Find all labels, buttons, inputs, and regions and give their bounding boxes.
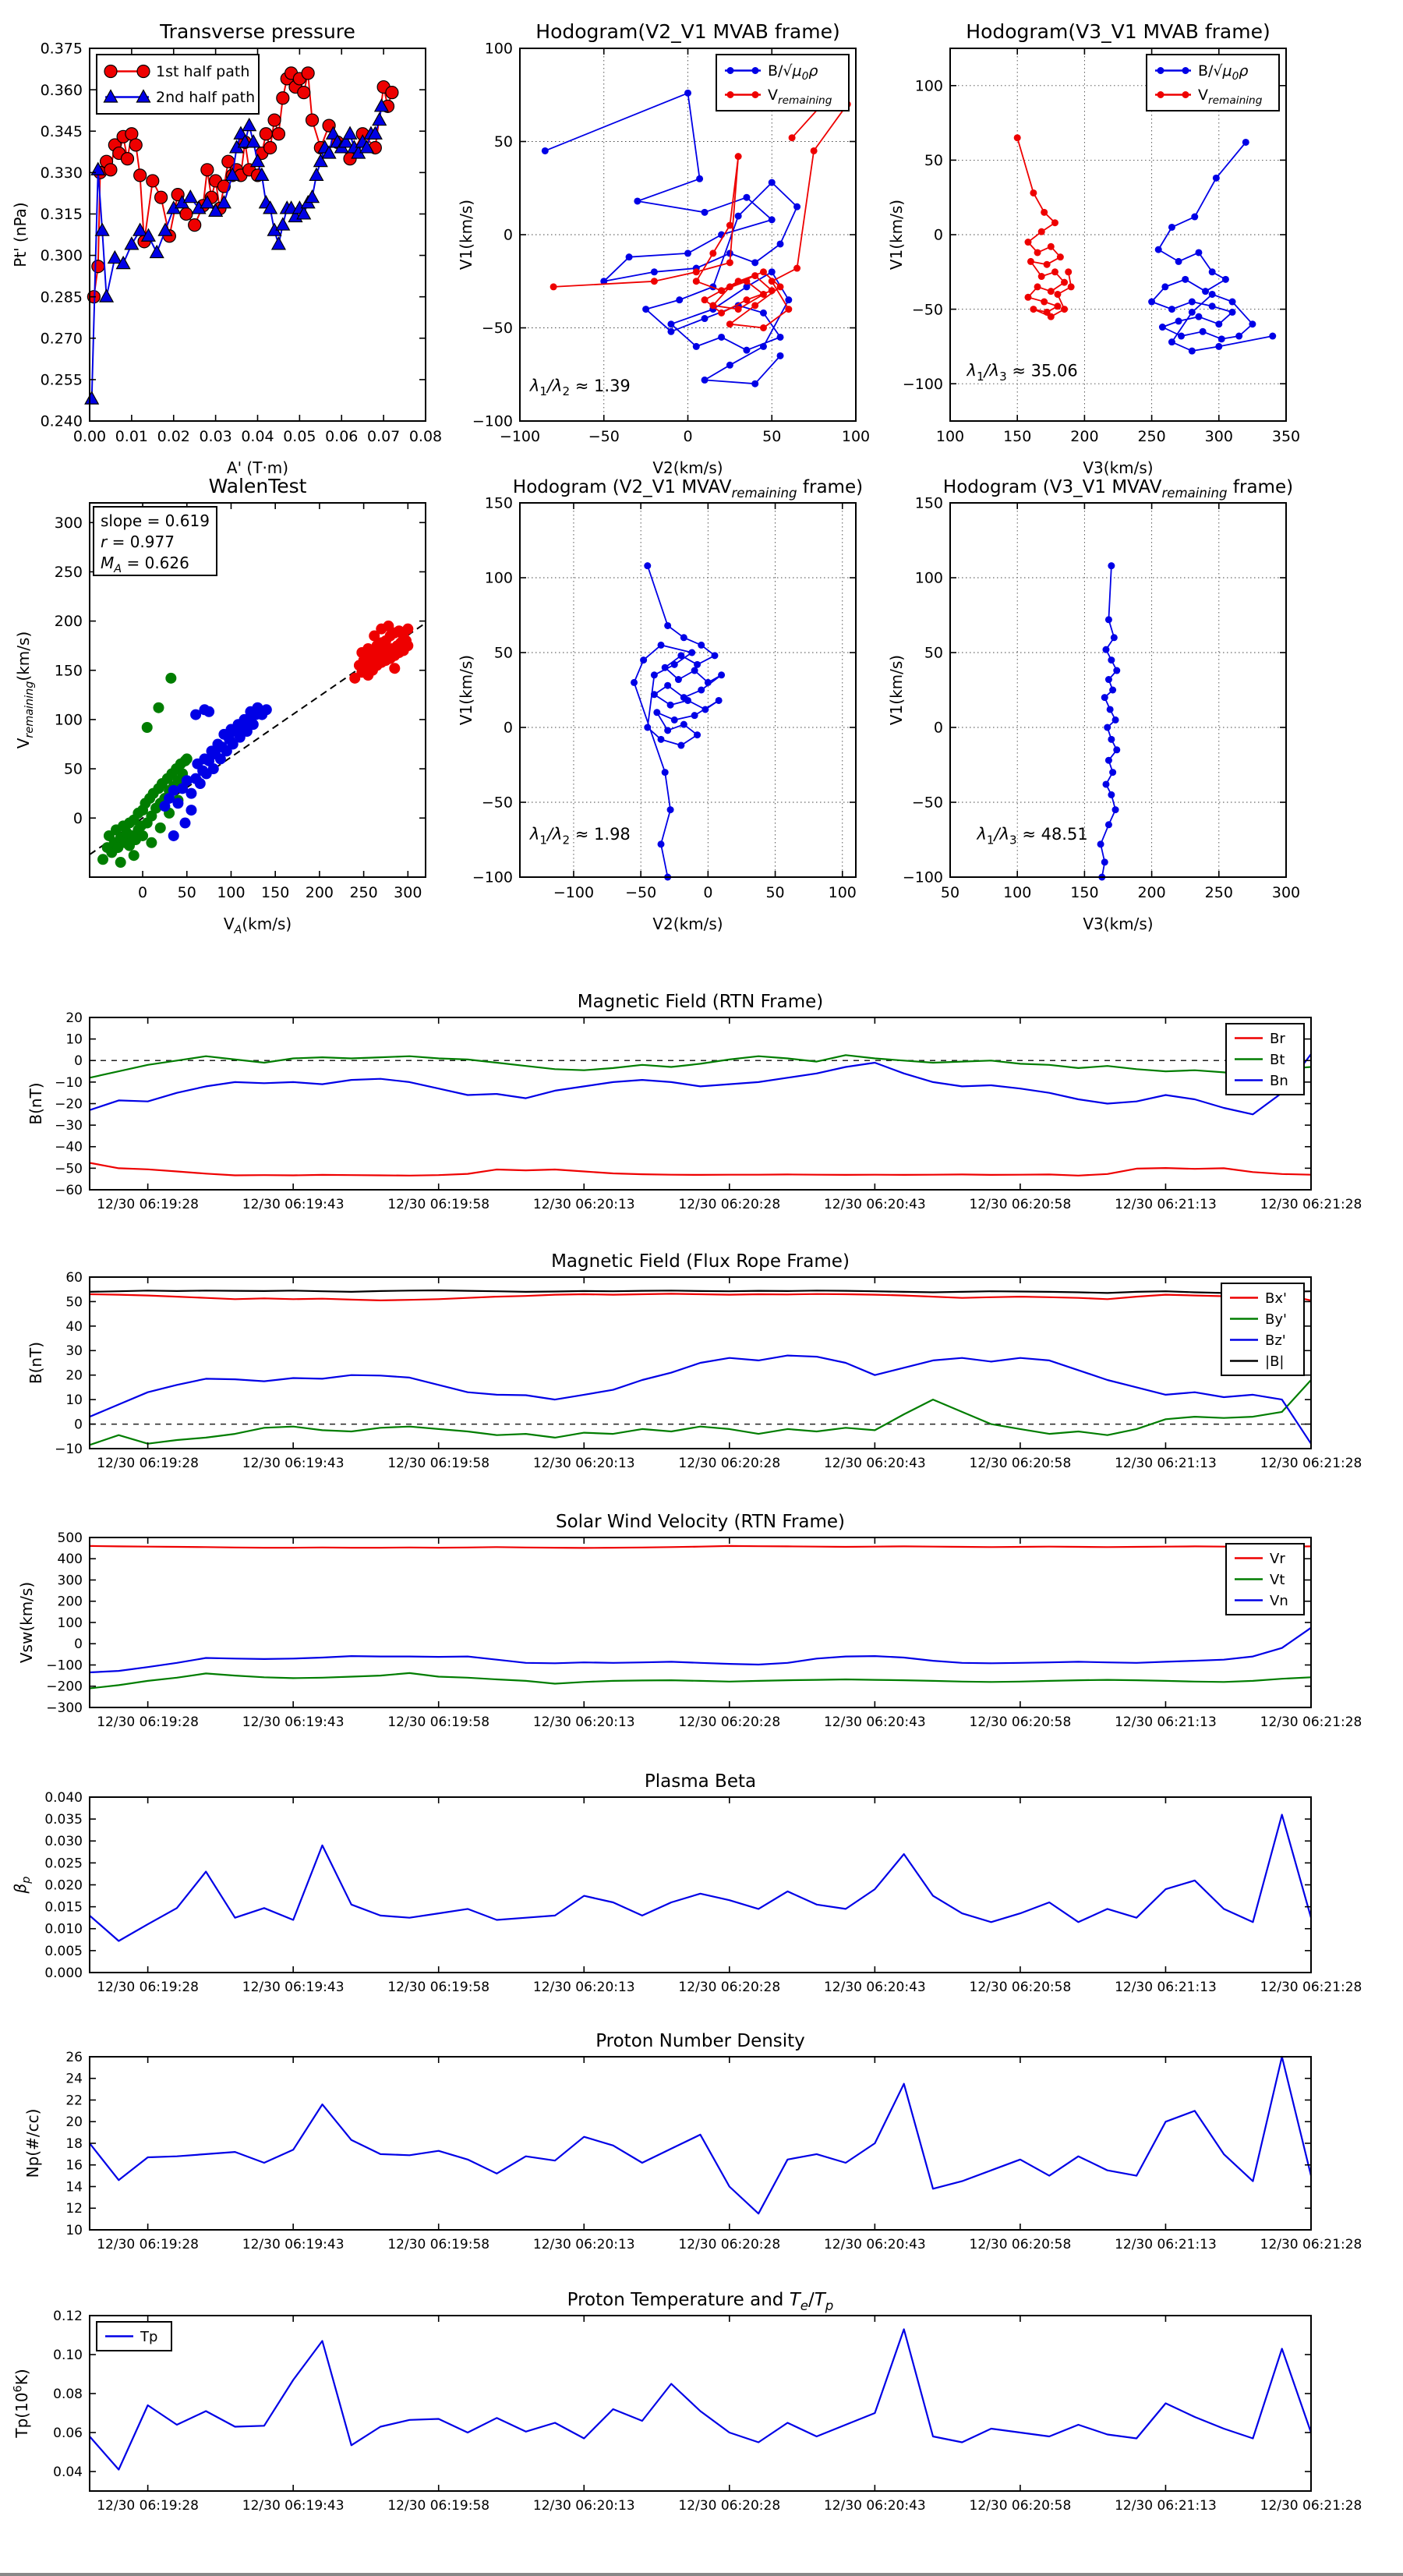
x-tick-label: 12/30 06:21:13 xyxy=(1115,1980,1217,1995)
chart-mag-fluxrope xyxy=(27,1251,1362,1471)
x-tick-label: 250 xyxy=(1137,428,1166,445)
legend-label: By' xyxy=(1265,1311,1287,1328)
x-tick-label: 50 xyxy=(940,884,960,901)
y-tick-label: 150 xyxy=(54,662,83,680)
stats-line: r = 0.977 xyxy=(101,533,175,551)
x-tick-label: 12/30 06:19:58 xyxy=(387,1197,490,1212)
x-axis-label: V3(km/s) xyxy=(1083,915,1154,933)
x-tick-label: 0.06 xyxy=(325,428,359,445)
series-hodogram-v2v1-mvav-0 xyxy=(631,562,725,880)
x-tick-label: 200 xyxy=(1137,884,1166,901)
y-tick-label: 0 xyxy=(933,719,943,737)
x-tick-label: 12/30 06:19:28 xyxy=(97,1714,199,1730)
y-tick-label: −100 xyxy=(902,869,943,886)
series-mag-rtn-0 xyxy=(90,1163,1311,1176)
chart-title: Hodogram (V3_V1 $MVAV_{remaining}$ frame) xyxy=(942,477,1294,501)
annotation: $\lambda_1/\lambda_3 \approx 48.51$ xyxy=(977,825,1088,847)
legend-label: Bt xyxy=(1270,1051,1285,1068)
y-tick-label: 0.035 xyxy=(44,1812,83,1828)
x-tick-label: 12/30 06:19:58 xyxy=(387,2237,490,2252)
y-tick-label: −100 xyxy=(46,1658,83,1674)
legend-label: 2nd half path xyxy=(156,89,256,107)
chart-title: Solar Wind Velocity (RTN Frame) xyxy=(555,1512,846,1532)
x-tick-label: 12/30 06:20:28 xyxy=(678,1980,781,1995)
x-tick-label: 50 xyxy=(765,884,785,901)
x-tick-label: 0.01 xyxy=(115,428,149,445)
y-tick-label: −200 xyxy=(46,1679,83,1695)
x-tick-label: 350 xyxy=(1271,428,1301,445)
annotation: $\lambda_1/\lambda_2 \approx 1.39$ xyxy=(529,376,631,399)
stats-line: slope = 0.619 xyxy=(101,511,210,530)
series-mag-fluxrope-3 xyxy=(90,1290,1311,1293)
x-tick-label: 12/30 06:21:28 xyxy=(1260,1456,1362,1471)
x-tick-label: 12/30 06:20:13 xyxy=(532,1980,635,1995)
y-tick-label: 20 xyxy=(65,1010,83,1026)
y-tick-label: 100 xyxy=(484,40,513,58)
y-tick-label: 50 xyxy=(63,760,83,778)
x-tick-label: 200 xyxy=(305,884,334,901)
x-tick-label: 12/30 06:19:58 xyxy=(387,1714,490,1730)
x-tick-label: 12/30 06:20:58 xyxy=(969,1456,1072,1471)
y-tick-label: 0 xyxy=(503,226,513,244)
x-tick-label: 12/30 06:19:28 xyxy=(97,2498,199,2514)
x-tick-label: 150 xyxy=(1003,428,1032,445)
chart-title: Proton Number Density xyxy=(595,2031,805,2051)
x-tick-label: 12/30 06:20:28 xyxy=(678,2498,781,2514)
x-tick-label: 12/30 06:20:58 xyxy=(969,2237,1072,2252)
x-tick-label: −100 xyxy=(553,884,595,901)
y-tick-label: 20 xyxy=(65,1368,83,1384)
y-axis-label: V1(km/s) xyxy=(457,199,475,271)
y-axis-label: B(nT) xyxy=(27,1082,45,1125)
x-tick-label: 0.07 xyxy=(366,428,401,445)
x-tick-label: 100 xyxy=(828,884,857,901)
x-tick-label: 12/30 06:21:28 xyxy=(1260,2237,1362,2252)
y-tick-label: 0.12 xyxy=(53,2308,83,2324)
y-tick-label: 60 xyxy=(65,1269,83,1286)
x-tick-label: 300 xyxy=(1204,428,1233,445)
x-tick-label: 12/30 06:19:28 xyxy=(97,1980,199,1995)
chart-proton-density xyxy=(23,2031,1362,2252)
y-tick-label: 50 xyxy=(924,152,943,170)
y-tick-label: 0.360 xyxy=(40,81,83,99)
y-tick-label: 0.015 xyxy=(44,1899,83,1916)
x-tick-label: 300 xyxy=(1271,884,1301,901)
y-axis-label: $Tp(10^6K)$ xyxy=(12,2369,31,2438)
y-tick-label: −300 xyxy=(46,1700,83,1716)
y-tick-label: 250 xyxy=(54,564,83,582)
chart-title: Magnetic Field (Flux Rope Frame) xyxy=(551,1251,850,1272)
y-tick-label: 10 xyxy=(65,1392,83,1409)
x-tick-label: 12/30 06:20:58 xyxy=(969,1980,1072,1995)
y-tick-label: 0.020 xyxy=(44,1877,83,1894)
x-tick-label: 12/30 06:20:28 xyxy=(678,1456,781,1471)
x-tick-label: 12/30 06:20:43 xyxy=(823,1197,926,1212)
chart-hodogram-v3v1-mvab xyxy=(887,20,1300,477)
legend-label: Bx' xyxy=(1265,1290,1287,1307)
series-mag-rtn-1 xyxy=(90,1055,1311,1077)
x-tick-label: 12/30 06:20:28 xyxy=(678,2237,781,2252)
y-tick-label: 300 xyxy=(57,1573,83,1589)
y-tick-label: 20 xyxy=(65,2114,83,2131)
series-hodogram-v2v1-mvab-0 xyxy=(542,90,800,387)
y-tick-label: 0.000 xyxy=(44,1965,83,1981)
legend-label: Vr xyxy=(1270,1550,1285,1567)
y-tick-label: 14 xyxy=(65,2179,83,2196)
y-tick-label: −30 xyxy=(55,1118,83,1134)
x-tick-label: 0.08 xyxy=(408,428,443,445)
annotation: $\lambda_1/\lambda_2 \approx 1.98$ xyxy=(529,825,631,847)
x-tick-label: 12/30 06:21:28 xyxy=(1260,1980,1362,1995)
x-tick-label: 150 xyxy=(1070,884,1099,901)
x-tick-label: 12/30 06:20:43 xyxy=(823,2498,926,2514)
y-tick-label: −10 xyxy=(55,1074,83,1091)
y-tick-label: 0 xyxy=(74,1637,83,1653)
y-tick-label: 0 xyxy=(503,719,513,737)
series-walen-test-3 xyxy=(349,621,413,684)
series-vsw-rtn-2 xyxy=(90,1628,1311,1672)
y-tick-label: 400 xyxy=(57,1552,83,1568)
chart-vsw-rtn xyxy=(17,1512,1362,1730)
stats-line: $M_A = 0.626$ xyxy=(101,554,189,576)
y-tick-label: 40 xyxy=(65,1318,83,1335)
x-tick-label: 200 xyxy=(1070,428,1099,445)
legend-label: Vt xyxy=(1270,1571,1285,1588)
series-proton-temperature-0 xyxy=(90,2330,1311,2470)
x-tick-label: 12/30 06:19:43 xyxy=(242,2498,345,2514)
x-tick-label: 12/30 06:19:58 xyxy=(387,2498,490,2514)
y-tick-label: 0 xyxy=(72,809,83,827)
x-tick-label: 250 xyxy=(349,884,378,901)
y-axis-label: Np(#/cc) xyxy=(23,2108,42,2178)
series-hodogram-v3v1-mvab-1 xyxy=(1014,134,1075,320)
y-tick-label: 0.255 xyxy=(40,371,83,389)
y-tick-label: 200 xyxy=(54,613,83,631)
y-tick-label: −50 xyxy=(481,320,513,338)
y-tick-label: 12 xyxy=(65,2201,83,2217)
x-tick-label: 0.03 xyxy=(199,428,232,445)
x-tick-label: 12/30 06:19:28 xyxy=(97,2237,199,2252)
x-axis-label: A' (T·m) xyxy=(226,458,289,477)
y-tick-label: 18 xyxy=(65,2135,83,2152)
x-tick-label: 12/30 06:21:13 xyxy=(1115,1197,1217,1212)
legend-label: $V_{remaining}$ xyxy=(768,87,832,108)
x-tick-label: 0.04 xyxy=(241,428,274,445)
x-tick-label: 12/30 06:20:28 xyxy=(678,1714,781,1730)
y-tick-label: 30 xyxy=(65,1343,83,1360)
chart-walen-test xyxy=(14,475,426,936)
chart-title: Transverse pressure xyxy=(160,20,355,43)
chart-title: Hodogram (V2_V1 $MVAV_{remaining}$ frame) xyxy=(512,477,864,501)
chart-title: Magnetic Field (RTN Frame) xyxy=(577,992,824,1012)
x-tick-label: 300 xyxy=(394,884,422,901)
x-tick-label: 250 xyxy=(1204,884,1233,901)
y-tick-label: 0.04 xyxy=(53,2464,83,2480)
x-tick-label: −50 xyxy=(625,884,657,901)
x-tick-label: 50 xyxy=(177,884,196,901)
chart-title: Plasma Beta xyxy=(644,1771,757,1792)
x-tick-label: 12/30 06:20:43 xyxy=(823,1980,926,1995)
chart-proton-temperature xyxy=(12,2290,1362,2514)
legend-label: $V_{remaining}$ xyxy=(1198,87,1263,108)
y-tick-label: 100 xyxy=(914,569,943,587)
x-tick-label: 12/30 06:19:43 xyxy=(242,1980,345,1995)
x-axis-label: V2(km/s) xyxy=(652,915,723,933)
x-tick-label: 12/30 06:19:43 xyxy=(242,2237,345,2252)
legend-label: $B/√\mu_0\rho$ xyxy=(768,62,818,83)
x-tick-label: 50 xyxy=(762,428,782,445)
chart-plasma-beta xyxy=(11,1771,1362,1995)
series-plasma-beta-0 xyxy=(90,1815,1311,1941)
y-tick-label: 50 xyxy=(493,644,513,662)
chart-mag-rtn xyxy=(27,992,1362,1212)
y-tick-label: 16 xyxy=(65,2157,83,2174)
y-tick-label: 0.025 xyxy=(44,1856,83,1872)
y-tick-label: 0.375 xyxy=(40,40,83,58)
x-tick-label: 12/30 06:21:13 xyxy=(1115,2498,1217,2514)
x-tick-label: 100 xyxy=(1003,884,1032,901)
y-tick-label: 100 xyxy=(54,711,83,729)
y-tick-label: 0.10 xyxy=(53,2347,83,2363)
y-tick-label: −10 xyxy=(55,1441,83,1457)
x-tick-label: 12/30 06:21:13 xyxy=(1115,1456,1217,1471)
y-tick-label: −50 xyxy=(55,1161,83,1177)
chart-transverse-pressure xyxy=(11,20,442,477)
y-axis-label: V1(km/s) xyxy=(457,654,475,726)
x-tick-label: 12/30 06:21:28 xyxy=(1260,2498,1362,2514)
x-tick-label: 12/30 06:20:13 xyxy=(532,1714,635,1730)
y-tick-label: 150 xyxy=(484,494,513,512)
legend-label: Vn xyxy=(1270,1592,1288,1609)
x-tick-label: 12/30 06:20:58 xyxy=(969,1197,1072,1212)
x-tick-label: −100 xyxy=(499,428,541,445)
chart-title: Proton Temperature and $T_e/T_p$ xyxy=(567,2290,834,2313)
y-tick-label: −100 xyxy=(472,869,513,886)
x-tick-label: 100 xyxy=(841,428,871,445)
y-tick-label: −100 xyxy=(902,375,943,393)
y-tick-label: −50 xyxy=(911,794,943,812)
chart-title: WalenTest xyxy=(208,475,307,497)
y-tick-label: 0.345 xyxy=(40,122,83,140)
y-tick-label: 24 xyxy=(65,2071,83,2087)
y-tick-label: 100 xyxy=(484,569,513,587)
x-tick-label: 12/30 06:20:43 xyxy=(823,2237,926,2252)
x-tick-label: 0 xyxy=(138,884,148,901)
y-tick-label: 0 xyxy=(933,226,943,244)
y-tick-label: 0.06 xyxy=(53,2425,83,2441)
x-tick-label: 12/30 06:20:58 xyxy=(969,2498,1072,2514)
y-tick-label: 10 xyxy=(65,1031,83,1048)
y-axis-label: V1(km/s) xyxy=(887,199,906,271)
y-tick-label: 500 xyxy=(57,1530,83,1546)
y-tick-label: 0 xyxy=(74,1417,83,1433)
x-tick-label: 0 xyxy=(683,428,693,445)
legend-label: $B/√\mu_0\rho$ xyxy=(1198,62,1249,83)
y-tick-label: −20 xyxy=(55,1096,83,1113)
x-tick-label: 12/30 06:21:28 xyxy=(1260,1714,1362,1730)
y-tick-label: −100 xyxy=(472,412,513,430)
x-tick-label: 0.00 xyxy=(72,428,107,445)
legend-label: Br xyxy=(1270,1030,1285,1047)
x-tick-label: 12/30 06:19:43 xyxy=(242,1456,345,1471)
series-mag-fluxrope-0 xyxy=(90,1293,1311,1300)
y-tick-label: 0.285 xyxy=(40,288,83,306)
y-tick-label: 0.030 xyxy=(44,1834,83,1850)
y-tick-label: 0.330 xyxy=(40,164,83,182)
chart-hodogram-v2v1-mvab xyxy=(457,20,870,477)
x-tick-label: 12/30 06:21:28 xyxy=(1260,1197,1362,1212)
x-tick-label: 12/30 06:21:13 xyxy=(1115,1714,1217,1730)
y-axis-label: $\beta_p$ xyxy=(11,1876,34,1894)
series-vsw-rtn-0 xyxy=(90,1546,1311,1548)
x-tick-label: 12/30 06:20:13 xyxy=(532,1197,635,1212)
x-tick-label: 0.02 xyxy=(157,428,190,445)
y-axis-label: $V_{remaining}(km/s)$ xyxy=(14,631,37,749)
y-tick-label: 0.08 xyxy=(53,2386,83,2402)
y-tick-label: 26 xyxy=(65,2049,83,2065)
legend-label: Bz' xyxy=(1265,1332,1286,1349)
y-tick-label: 0.240 xyxy=(40,412,83,430)
x-axis-label: V2(km/s) xyxy=(652,458,723,477)
x-tick-label: 12/30 06:20:13 xyxy=(532,1456,635,1471)
y-tick-label: 100 xyxy=(914,77,943,95)
legend-label: Tp xyxy=(140,2328,158,2345)
y-tick-label: 50 xyxy=(65,1294,83,1311)
x-tick-label: 12/30 06:20:13 xyxy=(532,2237,635,2252)
series-hodogram-v3v1-mvab-0 xyxy=(1148,139,1276,355)
x-tick-label: 0.05 xyxy=(283,428,316,445)
y-tick-label: 0.040 xyxy=(44,1789,83,1806)
y-tick-label: −60 xyxy=(55,1182,83,1198)
x-axis-label: V3(km/s) xyxy=(1083,458,1154,477)
series-mag-fluxrope-1 xyxy=(90,1380,1311,1445)
series-hodogram-v2v1-mvab-1 xyxy=(550,101,851,331)
x-axis-label: $V_A(km/s)$ xyxy=(223,915,292,937)
x-tick-label: 12/30 06:19:43 xyxy=(242,1714,345,1730)
x-tick-label: 12/30 06:19:43 xyxy=(242,1197,345,1212)
x-tick-label: 12/30 06:19:28 xyxy=(97,1456,199,1471)
legend-label: |B| xyxy=(1265,1353,1285,1370)
chart-title: Hodogram(V3_V1 MVAB frame) xyxy=(966,20,1270,43)
y-tick-label: 0.270 xyxy=(40,330,83,348)
y-tick-label: −50 xyxy=(911,301,943,319)
y-tick-label: 50 xyxy=(924,644,943,662)
legend-label: 1st half path xyxy=(156,63,250,81)
y-tick-label: −50 xyxy=(481,794,513,812)
x-tick-label: 12/30 06:20:58 xyxy=(969,1714,1072,1730)
y-tick-label: 100 xyxy=(57,1615,83,1631)
y-tick-label: 0 xyxy=(74,1053,83,1070)
x-tick-label: 12/30 06:20:43 xyxy=(823,1456,926,1471)
y-tick-label: 50 xyxy=(493,133,513,151)
y-tick-label: 0.005 xyxy=(44,1943,83,1959)
y-tick-label: 0.010 xyxy=(44,1921,83,1937)
chart-hodogram-v3v1-mvav xyxy=(887,477,1300,933)
x-tick-label: 12/30 06:19:28 xyxy=(97,1197,199,1212)
y-axis-label: Pt' (nPa) xyxy=(11,202,30,267)
y-tick-label: 300 xyxy=(54,514,83,532)
y-axis-label: B(nT) xyxy=(27,1341,45,1385)
x-tick-label: 100 xyxy=(935,428,965,445)
series-proton-density-0 xyxy=(90,2057,1311,2213)
chart-title: Hodogram(V2_V1 MVAB frame) xyxy=(535,20,840,43)
legend-label: Bn xyxy=(1270,1072,1288,1089)
y-axis-label: Vsw(km/s) xyxy=(17,1581,36,1664)
y-tick-label: 0.300 xyxy=(40,247,83,265)
x-tick-label: 0 xyxy=(703,884,713,901)
x-tick-label: 12/30 06:19:58 xyxy=(387,1456,490,1471)
x-tick-label: 12/30 06:20:13 xyxy=(532,2498,635,2514)
chart-hodogram-v2v1-mvav xyxy=(457,477,863,933)
y-tick-label: 0.315 xyxy=(40,206,83,224)
x-tick-label: −50 xyxy=(588,428,620,445)
annotation: $\lambda_1/\lambda_3 \approx 35.06$ xyxy=(967,361,1078,384)
x-tick-label: 12/30 06:19:58 xyxy=(387,1980,490,1995)
x-tick-label: 150 xyxy=(261,884,290,901)
y-tick-label: −40 xyxy=(55,1139,83,1155)
x-tick-label: 12/30 06:20:28 xyxy=(678,1197,781,1212)
series-hodogram-v3v1-mvav-0 xyxy=(1097,562,1121,880)
y-tick-label: 22 xyxy=(65,2093,83,2109)
y-tick-label: 10 xyxy=(65,2222,83,2238)
series-vsw-rtn-1 xyxy=(90,1673,1311,1689)
x-tick-label: 100 xyxy=(217,884,246,901)
y-tick-label: 200 xyxy=(57,1594,83,1610)
y-axis-label: V1(km/s) xyxy=(887,654,906,726)
y-tick-label: 150 xyxy=(914,494,943,512)
x-tick-label: 12/30 06:21:13 xyxy=(1115,2237,1217,2252)
x-tick-label: 12/30 06:20:43 xyxy=(823,1714,926,1730)
